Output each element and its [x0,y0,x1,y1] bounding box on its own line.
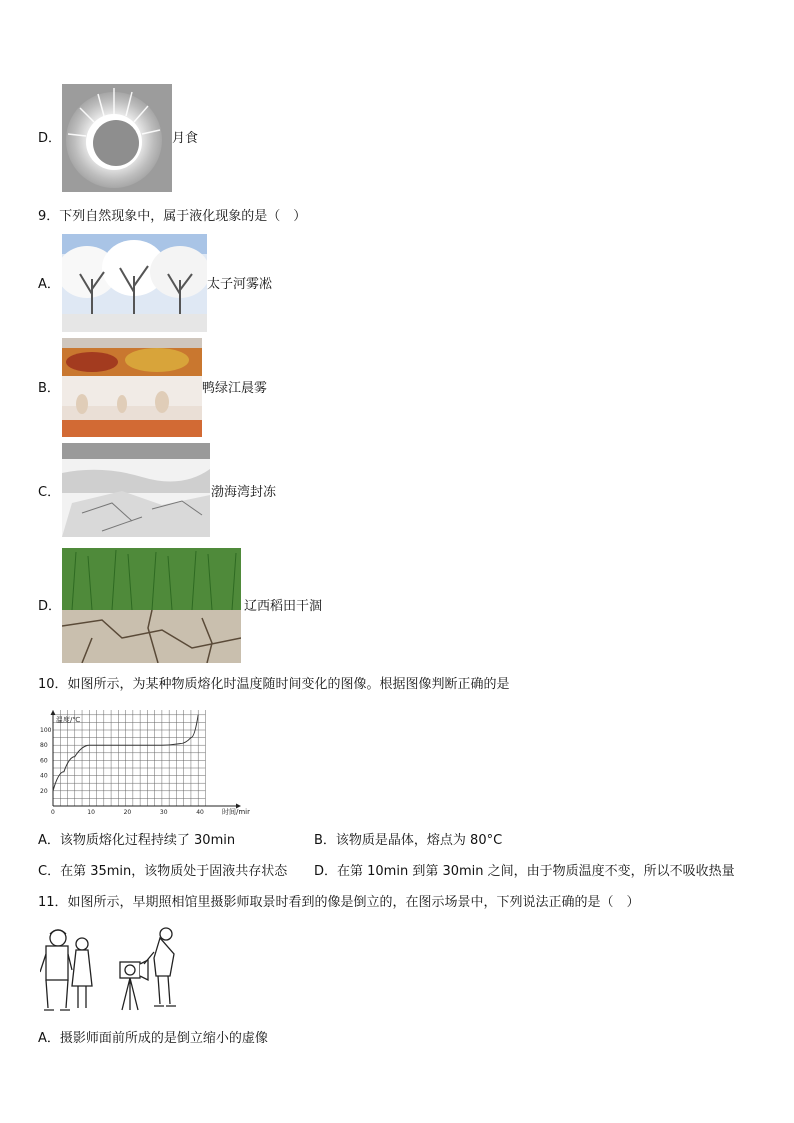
frozen-bay-image [62,443,210,537]
q11-stem: 11．如图所示，早期照相馆里摄影师取景时看到的像是倒立的，在图示场景中，下列说法正确的是（ ） [38,895,640,910]
dry-rice-field-image [62,548,241,663]
q9-option-a-caption: 太子河雾凇 [207,277,273,292]
q9-option-c-caption: 渤海湾封冻 [211,485,277,500]
y-axis-label: 温度/℃ [56,716,81,724]
q8-option-d-caption: 月食 [172,131,199,146]
q9-option-d-letter: D． [38,599,62,614]
y-axis-arrow [51,710,56,715]
photographer-illustration [40,924,190,1018]
q10-option-c: C．在第 35min，该物质处于固液共存状态 [38,864,288,879]
y-tick-label: 80 [40,742,48,750]
x-axis-label: 时间/min [222,808,250,816]
q10-stem: 10．如图所示，为某种物质熔化时温度随时间变化的图像。根据图像判断正确的是 [38,677,510,692]
q9-option-c-letter: C． [38,485,61,500]
y-tick-label: 20 [40,787,48,795]
q11-option-a: A．摄影师面前所成的是倒立缩小的虚像 [38,1031,268,1046]
q10-option-b: B．该物质是晶体，熔点为 80°C [314,833,503,848]
x-tick-label: 10 [87,809,95,816]
q10-option-d: D．在第 10min 到第 30min 之间，由于物质温度不变，所以不吸收热量 [314,864,735,879]
chart-grid [53,710,205,806]
y-tick-label: 40 [40,772,48,780]
x-tick-label: 0 [51,809,55,816]
x-tick-label: 40 [196,809,204,816]
q9-option-b-letter: B． [38,381,60,396]
eclipse-image [62,84,172,192]
q9-option-a-letter: A． [38,277,60,292]
q9-stem: 9．下列自然现象中，属于液化现象的是（ ） [38,209,307,224]
y-tick-label: 60 [40,757,48,765]
q9-option-b-caption: 鸭绿江晨雾 [202,381,268,396]
temperature-time-chart [40,710,250,818]
chart-svg [40,710,250,818]
x-tick-label: 20 [123,809,132,816]
rime-trees-image [62,234,207,332]
y-tick-label: 100 [40,727,52,734]
x-tick-label: 30 [159,809,168,816]
morning-fog-image [62,338,202,437]
q8-option-d-letter: D． [38,131,62,146]
q10-option-a: A．该物质熔化过程持续了 30min [38,833,236,848]
q9-option-d-caption: 辽西稻田干涸 [244,599,323,614]
